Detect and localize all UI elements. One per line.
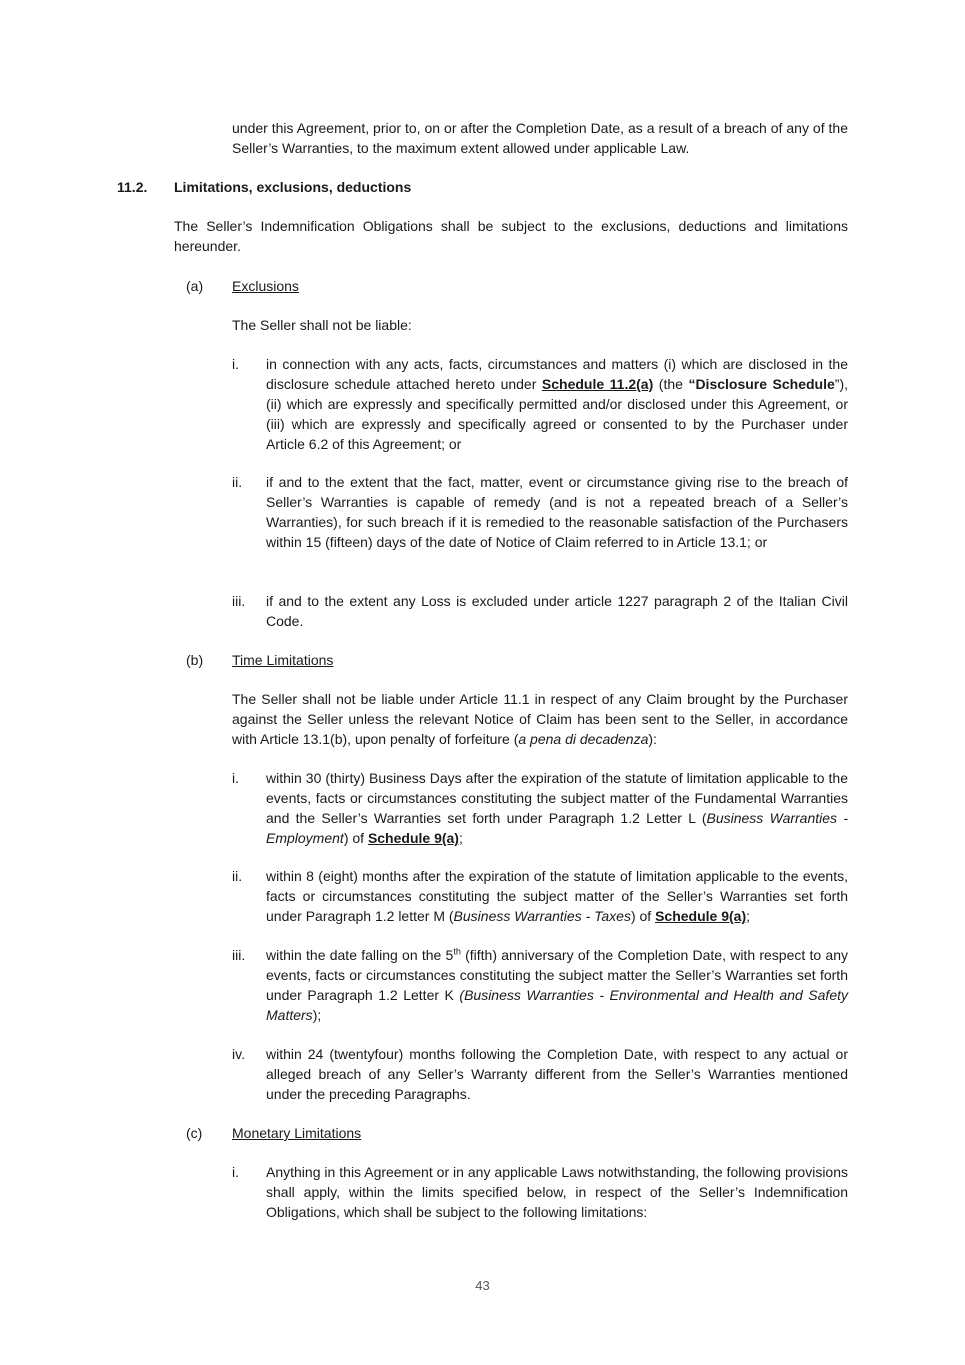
b-item-1-number: i. bbox=[232, 770, 239, 786]
a-item-1-text: in connection with any acts, facts, circumstances and matters (i) which are disclosed in the disclosure schedule attached hereto under Schedule 11.2(a) (the “Disclosure Schedule”), (ii) which are expressly and specifically permitted and/or disclosed under this Agreement, or (iii) which are expressly and specifically agreed or consented to by the Purchaser under Article 6.2 of this Agreement; or bbox=[266, 356, 849, 452]
subsection-a-label: (a) bbox=[186, 278, 204, 294]
a-item-2-text: if and to the extent that the fact, matter, event or circumstance giving rise to the breach of Seller’s Warranties is capable of remedy (and is not a repeated breach of a Seller’s Warranties), for such breach if it is remedied to the reasonable satisfaction of the Purchasers within 15 (fifteen) days of the date of Notice of Claim referred to in Article 13.1; or bbox=[266, 474, 848, 550]
subsection-c-title: Monetary Limitations bbox=[232, 1125, 362, 1141]
schedule-reference: Schedule 11.2(a) bbox=[541, 376, 654, 392]
defined-term: “Disclosure Schedule bbox=[688, 376, 835, 392]
b-item-2-number: ii. bbox=[232, 868, 243, 884]
b-item-1-text: within 30 (thirty) Business Days after the expiration of the statute of limitation applicable to the events, facts or circumstances constituting the subject matter of the Fundamental Warranties and the Seller’s Warranties set forth under Paragraph 1.2 Letter L (Business Warranties - Employment) of Schedule 9(a); bbox=[266, 770, 848, 846]
b-item-4-number: iv. bbox=[232, 1046, 245, 1062]
subsection-c-label: (c) bbox=[186, 1125, 203, 1141]
section-lead: The Seller’s Indemnification Obligations shall be subject to the exclusions, deductions and limitations hereunder. bbox=[174, 218, 848, 254]
a-item-3-text: if and to the extent any Loss is excluded under article 1227 paragraph 2 of the Italian Civil Code. bbox=[266, 593, 848, 629]
subsection-b-title: Time Limitations bbox=[232, 652, 334, 668]
a-item-2-number: ii. bbox=[232, 474, 243, 490]
b-item-3-text: within the date falling on the 5th (fifth) anniversary of the Completion Date, with respect to any events, facts or circumstances constituting the subject matter the Seller’s Warranties set forth under Paragraph 1.2 Letter K (Business Warranties - Environmental and Health and Safety Matters); bbox=[266, 946, 848, 1023]
section-number: 11.2. bbox=[117, 179, 148, 195]
subsection-a-lead: The Seller shall not be liable: bbox=[232, 317, 412, 333]
a-item-1-number: i. bbox=[232, 356, 239, 372]
b-item-3-number: iii. bbox=[232, 947, 246, 963]
schedule-reference: Schedule 9(a) bbox=[655, 908, 747, 924]
a-item-3-number: iii. bbox=[232, 593, 246, 609]
c-item-1-text: Anything in this Agreement or in any applicable Laws notwithstanding, the following provisions shall apply, within the limits specified below, in respect of the Seller’s Indemnification Obligations, which shall be subject to the following limitations: bbox=[266, 1164, 848, 1220]
subsection-b-label: (b) bbox=[186, 652, 204, 668]
b-item-4-text: within 24 (twentyfour) months following the Completion Date, with respect to any actual or alleged breach of any Seller’s Warranty different from the Seller’s Warranties mentioned under the preceding Paragraphs. bbox=[266, 1046, 848, 1102]
subsection-b-lead: The Seller shall not be liable under Article 11.1 in respect of any Claim brought by the Purchaser against the Seller unless the relevant Notice of Claim has been sent to the Seller, in accordance with Article 13.1(b), upon penalty of forfeiture (a pena di decadenza): bbox=[232, 691, 848, 747]
schedule-reference: Schedule 9(a) bbox=[367, 830, 459, 846]
page-number: 43 bbox=[475, 1278, 490, 1293]
intro-paragraph: under this Agreement, prior to, on or after the Completion Date, as a result of a breach of any of the Seller’s Warranties, to the maximum extent allowed under applicable Law. bbox=[232, 120, 848, 156]
subsection-a-title: Exclusions bbox=[232, 278, 299, 294]
b-item-2-text: within 8 (eight) months after the expiration of the statute of limitation applicable to the events, facts or circumstances constituting the subject matter of the Seller’s Warranties set forth under Paragraph 1.2 letter M (Business Warranties - Taxes) of Schedule 9(a); bbox=[266, 868, 848, 924]
c-item-1-number: i. bbox=[232, 1164, 239, 1180]
section-heading: Limitations, exclusions, deductions bbox=[174, 179, 412, 195]
